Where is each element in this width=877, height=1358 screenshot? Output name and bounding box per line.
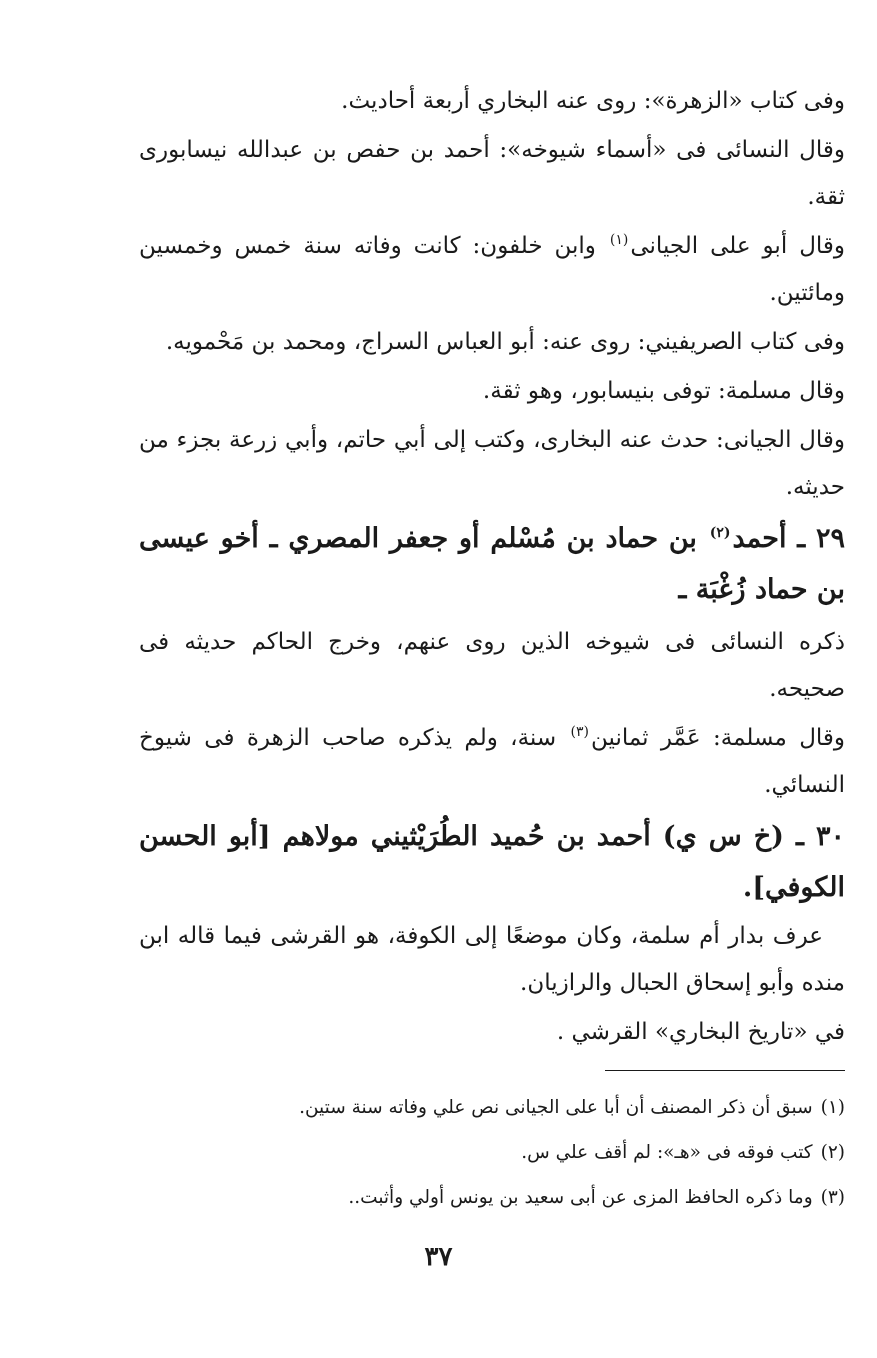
footnote-1 (139, 1085, 845, 1130)
paragraph-nasai: وقال النسائى فى «أسماء شيوخه»: أحمد بن حفص بن عبدالله نيسابورى ثقة. (139, 137, 845, 210)
paragraph-30-tarikh: في «تاريخ البخاري» القرشي . (556, 1019, 845, 1045)
footnote-number: (١) (820, 1097, 845, 1118)
paragraph-rest: سنة، ولم يذكره صاحب الزهرة فى شيوخ النسائي. (139, 725, 845, 798)
paragraph-29-nasai: ذكره النسائى فى شيوخه الذين روى عنهم، وخرج الحاكم حديثه فى صحيحه. (139, 629, 845, 702)
page-body (139, 78, 845, 1220)
paragraph-30-dar-umm-salama: عرف بدار أم سلمة، وكان موضعًا إلى الكوفة، هو القرشى فيما قاله ابن منده وأبو إسحاق الحبال والرازيان. (139, 923, 845, 996)
paragraph-jayyani-bukhari: وقال الجيانى: حدث عنه البخارى، وكتب إلى أبي حاتم، وأبي زرعة بجزء من حديثه. (139, 427, 845, 500)
footnote-ref-3[interactable]: (٣) (570, 724, 589, 741)
footnote-3 (139, 1175, 845, 1220)
footnote-text: سبق أن ذكر المصنف أن أبا على الجيانى نص علي وفاته سنة ستين. (299, 1097, 813, 1118)
paragraph-jayyani-death (139, 223, 845, 317)
paragraph-prefix: وقال أبو على الجيانى (630, 233, 846, 259)
paragraph-maslama: وقال مسلمة: توفى بنيسابور، وهو ثقة. (482, 378, 845, 404)
paragraph-sarifini: وفى كتاب الصريفيني: روى عنه: أبو العباس السراج، ومحمد بن مَحْمويه. (165, 329, 845, 355)
paragraph-rest: وابن خلفون: كانت وفاته سنة خمس وخمسين ومائتين. (139, 233, 845, 306)
entry-heading-29 (139, 513, 845, 615)
footnote-text: وما ذكره الحافظ المزى عن أبى سعيد بن يونس أولي وأثبت.. (348, 1187, 813, 1208)
footnote-number: (٣) (820, 1187, 845, 1208)
footnote-separator (605, 1070, 845, 1071)
page-number: ٣٧ (424, 1242, 453, 1272)
footnote-number: (٢) (820, 1142, 845, 1163)
footnote-ref-2[interactable]: (٢) (709, 525, 731, 541)
paragraph-prefix: وقال مسلمة: عَمَّر ثمانين (591, 725, 846, 751)
footnote-2 (139, 1130, 845, 1175)
paragraph-29-maslama (139, 715, 845, 809)
entry-heading-30: ٣٠ ـ (خ س ي) أحمد بن حُميد الطُرَيْثيني مولاهم [أبو الحسن الكوفي]. (139, 821, 845, 903)
entry-29-prefix: ٢٩ ـ أحمد (732, 523, 845, 554)
footnote-text: كتب فوقه فى «هـ»: لم أقف علي س. (521, 1142, 813, 1163)
footnote-ref-1[interactable]: (١) (609, 232, 629, 249)
paragraph-zahra: وفى كتاب «الزهرة»: روى عنه البخاري أربعة أحاديث. (341, 88, 845, 114)
entry-29-rest: بن حماد بن مُسْلم أو جعفر المصري ـ أخو عيسى بن حماد زُغْبَة ـ (139, 523, 845, 605)
